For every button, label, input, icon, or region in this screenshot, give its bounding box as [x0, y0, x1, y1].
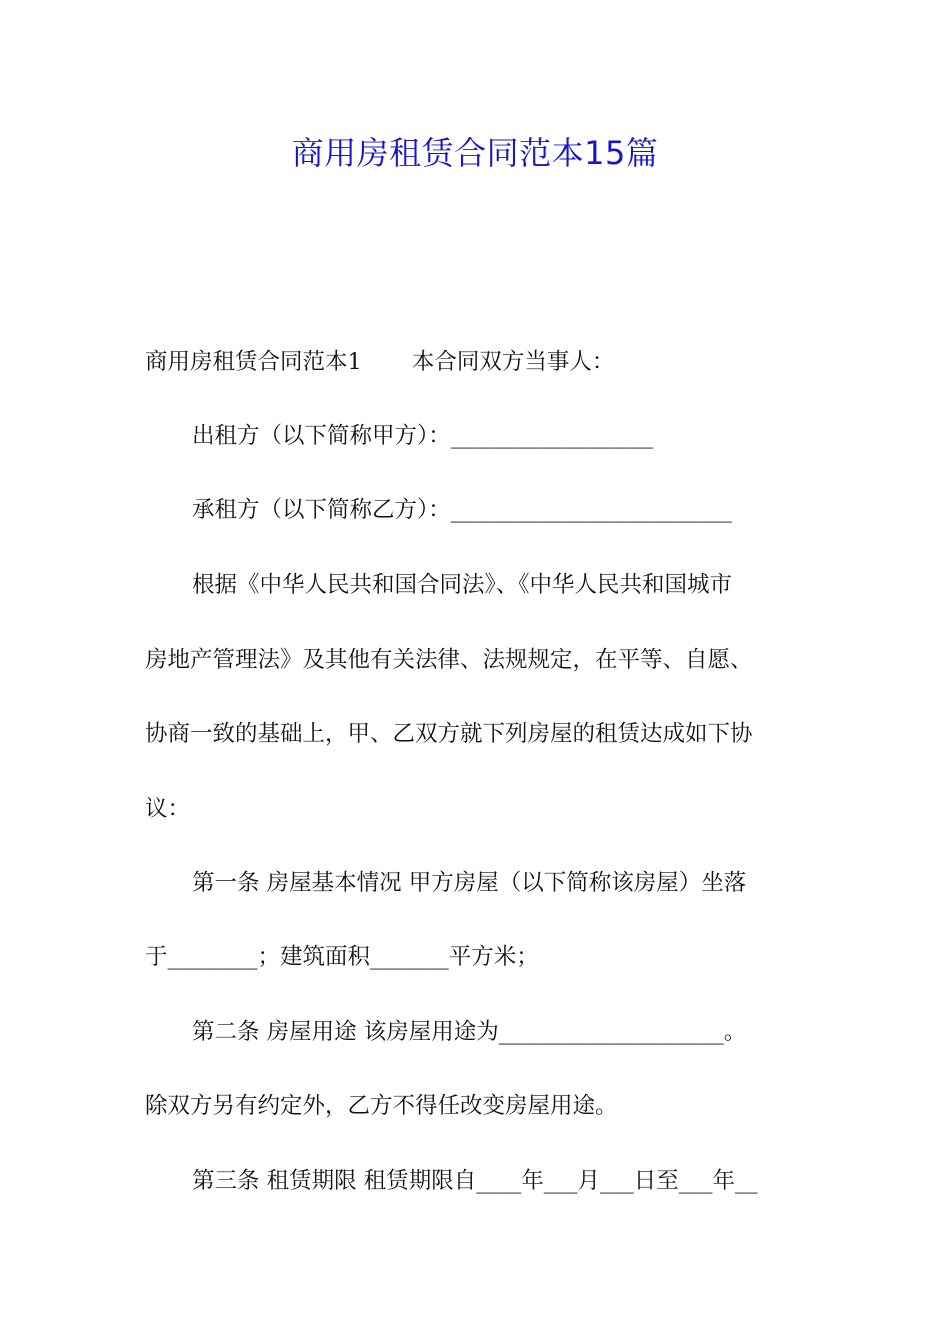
- paragraph-line: 议：: [145, 796, 191, 822]
- paragraph-line: 房地产管理法》及其他有关法律、法规规定，在平等、自愿、: [145, 647, 753, 673]
- lessee-line: 承租方（以下简称乙方）：_________________________: [192, 497, 733, 523]
- document-title: 商用房租赁合同范本15篇: [291, 134, 659, 172]
- paragraph-line: 协商一致的基础上，甲、乙双方就下列房屋的租赁达成如下协: [145, 721, 753, 747]
- contract-heading: 商用房租赁合同范本1: [145, 349, 362, 375]
- paragraph-line: 于________；建筑面积_______平方米；: [145, 944, 539, 970]
- paragraph-line: 根据《中华人民共和国合同法》、《中华人民共和国城市: [192, 572, 733, 598]
- paragraph-line: [145, 342, 614, 382]
- article-2-line: 第二条 房屋用途 该房屋用途为____________________。: [192, 1019, 747, 1045]
- parties-intro: 本合同双方当事人：: [411, 349, 615, 375]
- article-3-line: 第三条 租赁期限 租赁期限自____年___月___日至___年__: [192, 1168, 758, 1194]
- article-1-line: 第一条 房屋基本情况 甲方房屋（以下简称该房屋）坐落: [192, 870, 747, 896]
- paragraph-line: 除双方另有约定外，乙方不得任改变房屋用途。: [145, 1093, 618, 1119]
- lessor-line: 出租方（以下简称甲方）：__________________: [192, 423, 654, 449]
